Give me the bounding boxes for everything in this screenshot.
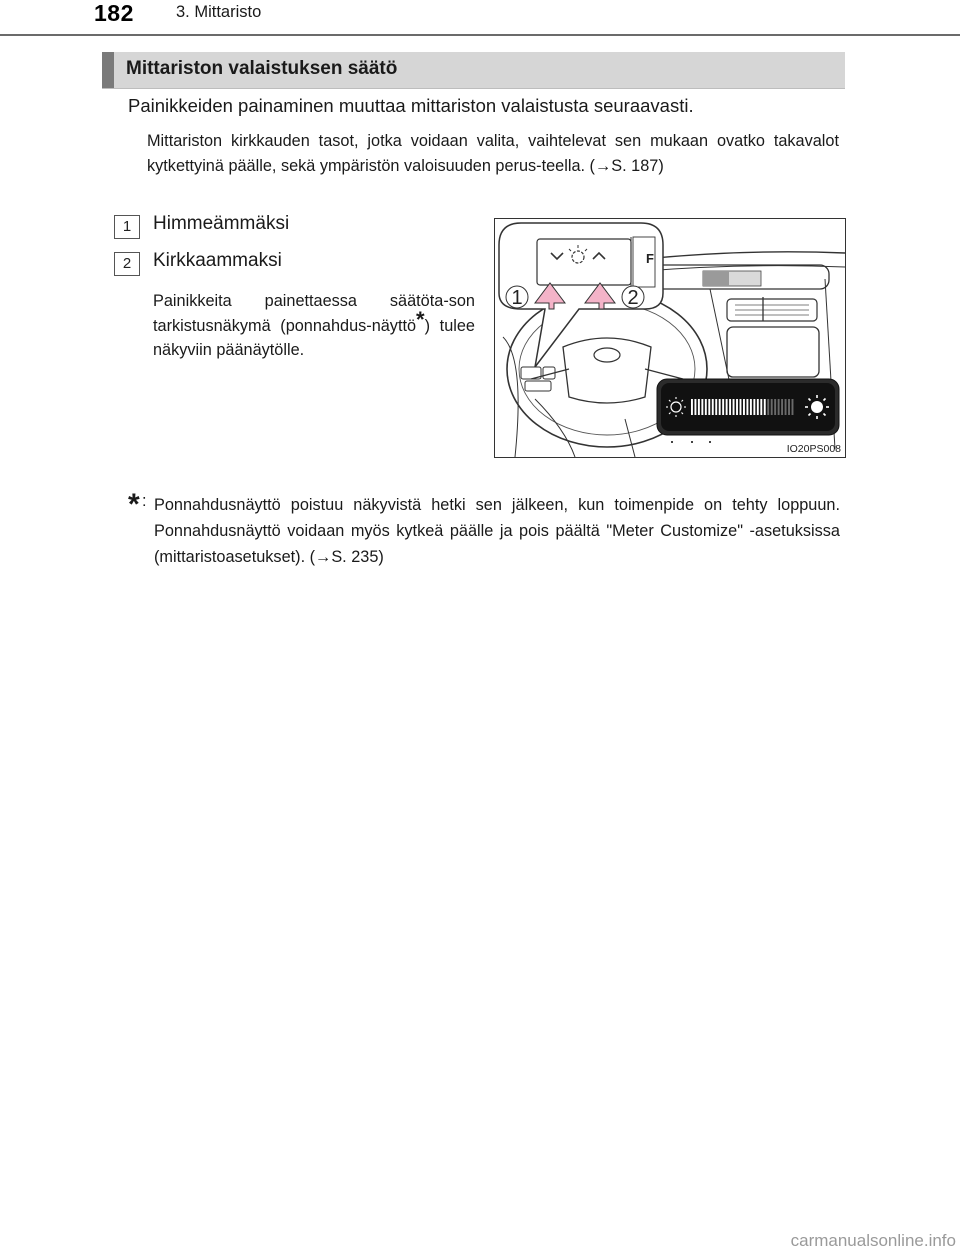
figure-id: IO20PS008 — [786, 443, 841, 455]
brightness-segment — [691, 399, 693, 415]
item-note — [153, 289, 475, 363]
item-number: 1 — [114, 215, 140, 239]
brightness-segment — [753, 399, 755, 415]
brightness-segment — [774, 399, 776, 415]
brightness-segment — [715, 399, 717, 415]
callout-1: 1 — [511, 287, 523, 309]
dashboard-illustration — [495, 219, 845, 457]
brightness-segment — [757, 399, 759, 415]
brightness-segment — [771, 399, 773, 415]
item-number: 2 — [114, 252, 140, 276]
footnote-marker: * — [416, 306, 425, 332]
brightness-segment — [698, 399, 700, 415]
section-title: Mittariston valaistuksen säätö — [126, 58, 398, 79]
watermark: carmanualsonline.info — [790, 1231, 956, 1250]
brightness-segment — [733, 399, 735, 415]
brightness-segment — [729, 399, 731, 415]
section-header — [102, 52, 845, 89]
brightness-segment — [736, 399, 738, 415]
footnote — [128, 488, 840, 576]
footnote-star: * — [128, 488, 140, 521]
header-rule — [0, 34, 960, 36]
chapter-title: 3. Mittaristo — [176, 3, 262, 21]
brightness-segment — [781, 399, 783, 415]
brightness-segment — [760, 399, 762, 415]
figure — [494, 218, 846, 458]
brightness-segment — [726, 399, 728, 415]
item-label: Kirkkaammaksi — [153, 250, 282, 271]
item-note-before: Painikkeita painettaessa säätöta-son tarkistusnäkymä (ponnahdus-näyttö — [153, 292, 475, 335]
footnote-text: Ponnahdusnäyttö poistuu näkyvistä hetki sen jälkeen, kun toimenpide on tehty loppuun. Ponnahdusnäyttö voidaan myös kytkeä päälle ja pois päältä "Meter Customize" -asetuksissa (mittaristoasetukset). (→S. 235) — [154, 496, 840, 566]
brightness-segment — [785, 399, 787, 415]
item-note-after: ) tulee näkyviin päänäytölle. — [153, 316, 475, 359]
brightness-segment — [719, 399, 721, 415]
brightness-segment — [712, 399, 714, 415]
brightness-segment — [722, 399, 724, 415]
brightness-segment — [750, 399, 752, 415]
note-paragraph: Mittariston kirkkauden tasot, jotka voidaan valita, vaihtelevat sen mukaan ovatko takavalot kytkettyinä päälle, sekä ympäristön valoisuuden perus-teella. (→S. 187) — [147, 132, 839, 175]
page-number: 182 — [94, 0, 134, 26]
brightness-segment — [705, 399, 707, 415]
brightness-segment — [767, 399, 769, 415]
footnote-colon: : — [142, 492, 147, 510]
brightness-segment — [694, 399, 696, 415]
brightness-segment — [708, 399, 710, 415]
brightness-segment — [792, 399, 794, 415]
item-label: Himmeämmäksi — [153, 213, 290, 234]
brightness-segment — [701, 399, 703, 415]
lead-paragraph: Painikkeiden painaminen muuttaa mittariston valaistusta seuraavasti. — [128, 95, 694, 116]
svg-text:F: F — [646, 251, 654, 266]
callout-2: 2 — [627, 287, 639, 309]
brightness-segment — [778, 399, 780, 415]
brightness-segment — [740, 399, 742, 415]
section-accent — [102, 52, 114, 88]
brightness-segment — [746, 399, 748, 415]
brightness-segment — [743, 399, 745, 415]
brightness-segment — [764, 399, 766, 415]
brightness-segment — [788, 399, 790, 415]
